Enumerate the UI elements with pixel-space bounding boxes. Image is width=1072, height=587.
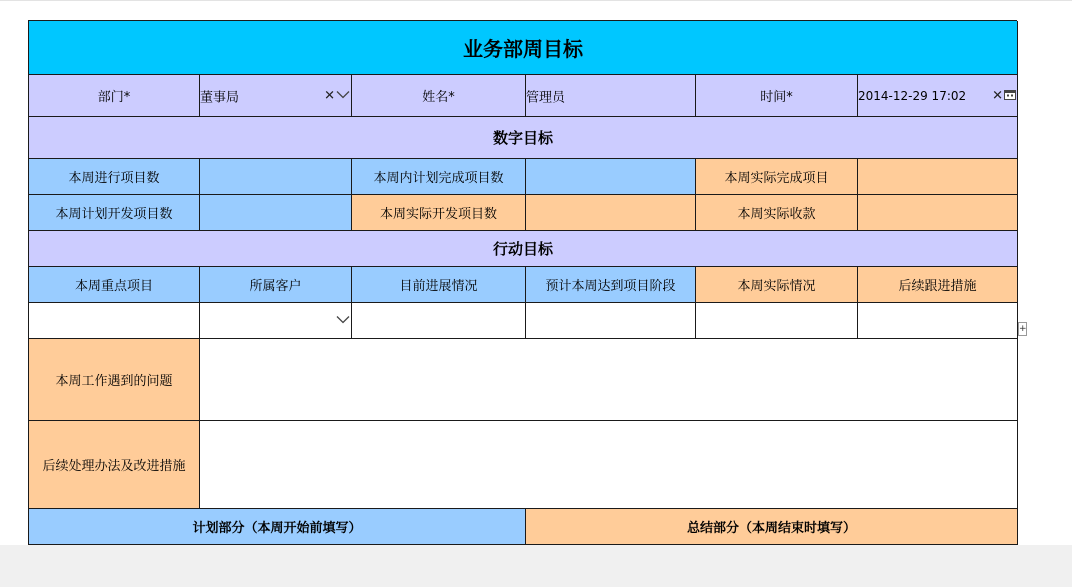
actual-develop-projects-input[interactable]: [526, 195, 696, 231]
chevron-down-icon[interactable]: [336, 314, 350, 327]
actual-develop-projects-label: 本周实际开发项目数: [352, 195, 526, 231]
time-value: 2014-12-29 17:02: [858, 88, 967, 103]
department-value: 董事局: [200, 90, 240, 105]
problems-label: 本周工作遇到的问题: [29, 339, 200, 421]
progress-input[interactable]: [352, 303, 526, 339]
actual-payment-input[interactable]: [858, 195, 1018, 231]
actual-status-input[interactable]: [696, 303, 858, 339]
planned-develop-projects-input[interactable]: [200, 195, 352, 231]
calendar-icon[interactable]: [1004, 89, 1016, 103]
name-field[interactable]: [526, 75, 696, 117]
expected-stage-input[interactable]: [526, 303, 696, 339]
time-label: 时间*: [696, 75, 858, 117]
time-picker[interactable]: [858, 75, 1018, 117]
page-bottom-area: [0, 545, 1072, 587]
name-value: 管理员: [526, 90, 566, 105]
plan-section-footer: 计划部分（本周开始前填写）: [29, 509, 526, 545]
department-select[interactable]: [200, 75, 352, 117]
planned-complete-projects-input[interactable]: [526, 159, 696, 195]
column-header-expected-stage: 预计本周达到项目阶段: [526, 267, 696, 303]
planned-develop-projects-label: 本周计划开发项目数: [29, 195, 200, 231]
form-title: 业务部周目标: [29, 21, 1018, 75]
clear-icon[interactable]: ✕: [324, 88, 335, 103]
actual-complete-projects-label: 本周实际完成项目: [696, 159, 858, 195]
department-label: 部门*: [29, 75, 200, 117]
column-header-follow-up: 后续跟进措施: [858, 267, 1018, 303]
clear-icon[interactable]: ✕: [992, 88, 1003, 103]
actual-complete-projects-input[interactable]: [858, 159, 1018, 195]
weekly-ongoing-projects-label: 本周进行项目数: [29, 159, 200, 195]
column-header-client: 所属客户: [200, 267, 352, 303]
chevron-down-icon[interactable]: [336, 89, 350, 102]
name-label: 姓名*: [352, 75, 526, 117]
column-header-actual-status: 本周实际情况: [696, 267, 858, 303]
column-header-key-project: 本周重点项目: [29, 267, 200, 303]
planned-complete-projects-label: 本周内计划完成项目数: [352, 159, 526, 195]
client-select[interactable]: [200, 303, 352, 339]
actual-payment-label: 本周实际收款: [696, 195, 858, 231]
top-border-line: [0, 0, 1072, 1]
problems-textarea[interactable]: [200, 339, 1018, 421]
follow-up-input[interactable]: [858, 303, 1018, 339]
improvements-label: 后续处理办法及改进措施: [29, 421, 200, 509]
action-section-heading: 行动目标: [29, 231, 1018, 267]
add-row-icon[interactable]: +: [1019, 324, 1027, 334]
summary-section-footer: 总结部分（本周结束时填写）: [526, 509, 1018, 545]
column-header-progress: 目前进展情况: [352, 267, 526, 303]
key-project-input[interactable]: [29, 303, 200, 339]
improvements-textarea[interactable]: [200, 421, 1018, 509]
numeric-section-heading: 数字目标: [29, 117, 1018, 159]
weekly-goal-form: [28, 20, 1017, 545]
weekly-ongoing-projects-input[interactable]: [200, 159, 352, 195]
